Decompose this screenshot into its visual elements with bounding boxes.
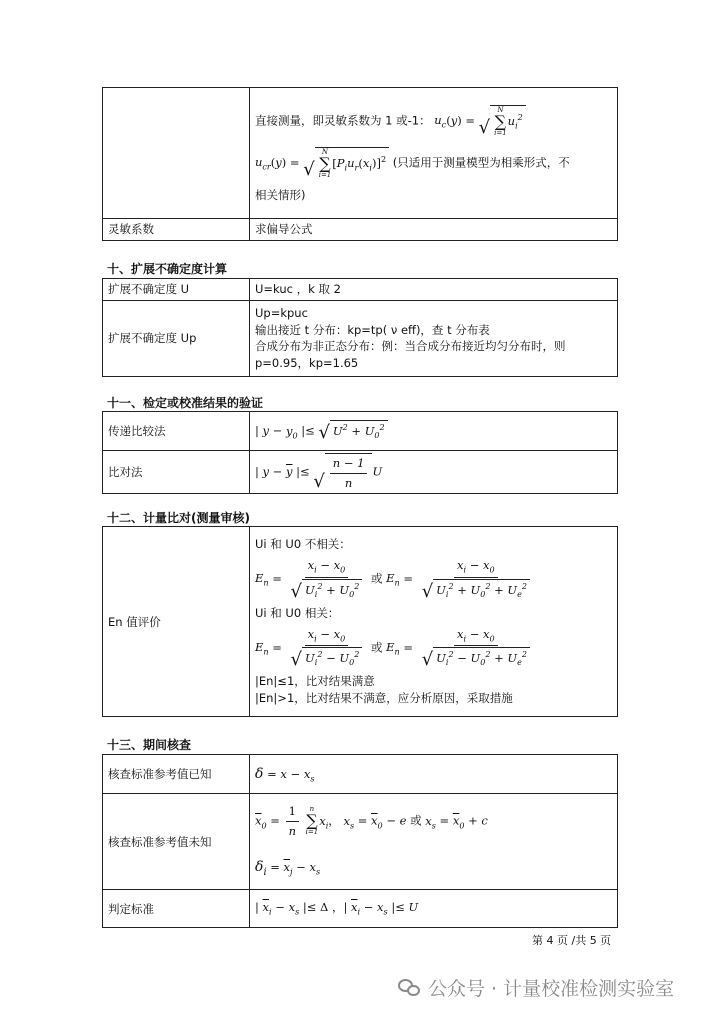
up-t-distribution: 输出接近 t 分布：kp=tp( ν eff)，查 t 分布表 [255,322,490,337]
section-title-intermediate-check: 十三、期间核查 [107,738,192,752]
en-value-label: En 值评价 [103,527,250,717]
mean-formula: $\overline{x}_0$ = $\frac{1}{n}$ n ∑ i=1 $x_i$， $x_s = \overline{x}_0 - e$ 或 $x_s = \overline{x}_0 + c$ [255,803,488,838]
correlated-heading: Ui 和 U0 相关： [255,605,340,620]
or-text: 或 [410,813,422,828]
direct-measurement-line: 直接测量，即灵敏系数为 1 或-1： $u_c(y)$ = √ N ∑ i=1 $u_i^2$ [255,105,612,137]
expanded-u-label: 扩展不确定度 U [103,279,250,301]
relative-note-text: (只适用于测量模型为相乘形式，不 [392,155,570,170]
intermediate-check-table [102,754,618,928]
deviation-formula: $\delta_i = \overline{x}_j - x_s$ [255,859,321,878]
en-uncorrelated-formula: $E_n$ = $x_i - x_0$ √ $U_i^2 + U_0^2$ 或 $E_n$ = $x_i - x_0$ √ $U_i^2 + U_0^2 + U_e^2$ [255,557,612,601]
relative-uncertainty-line: $u_{cr}(y)$ = √ N ∑ i=1 $[P_iu_r(x_i)]^2$ (只适用于测量模型为相乘形式，不 [255,147,570,180]
watermark-text: 公众号 · 计量校准检测实验室 [428,978,675,1000]
en-correlated-formula: $E_n$ = $x_i - x_0$ √ $U_i^2 - U_0^2$ 或 $E_n$ = $x_i - x_0$ √ $U_i^2 - U_0^2 + U_e^2$ [255,626,612,670]
expanded-u-value: U=kuc ，k 取 2 [250,279,618,301]
watermark [398,974,674,1001]
up-non-normal: 合成分布为非正态分布：例：当合成分布接近均匀分布时，则 [255,339,566,354]
or-text: 或 [370,639,383,654]
verification-table [102,411,618,494]
comparison-method-formula: | $y - \overline{y}$ |≤ √ $\frac{n - 1}{n}$ U [250,451,618,494]
expanded-up-value [250,300,618,376]
section-title-verification: 十一、检定或校准结果的验证 [107,396,264,410]
criterion-formula: | $\overline{x}_i - x_s$ |≤ Δ ，| $\overline{x}_i - x_s$ |≤ U [250,890,618,928]
uncorrelated-heading: Ui 和 U0 不相关： [255,537,351,552]
section-title-comparison: 十二、计量比对(测量审核) [107,511,250,525]
sensitivity-value: 求偏导公式 [250,219,618,241]
combined-uncertainty-cell [250,88,618,219]
page-number: 第 4 页 /共 5 页 [532,934,612,947]
en-value-table [102,526,618,717]
sensitivity-label: 灵敏系数 [103,219,250,241]
reference-unknown-label: 核查标准参考值未知 [103,794,250,890]
relative-note-continued: 相关情形) [255,187,306,202]
up-example-value: p=0.95，kp=1.65 [255,355,359,370]
transfer-comparison-label: 传递比较法 [103,412,250,451]
up-formula: Up=kpuc [255,305,308,320]
transfer-comparison-formula: | $y - y_0$ |≤ √ $U^2 + U_0^2$ [250,412,618,451]
wechat-icon [398,978,422,998]
comparison-method-label: 比对法 [103,451,250,494]
empty-cell [103,88,250,219]
direct-measurement-text: 直接测量，即灵敏系数为 1 或-1： [255,113,431,128]
en-value-content [250,527,618,717]
en-unsatisfied-criterion: |En|>1，比对结果不满意，应分析原因，采取措施 [255,690,513,705]
section-title-expanded-uncertainty: 十、扩展不确定度计算 [107,262,228,276]
expanded-up-label: 扩展不确定度 Up [103,300,250,376]
expanded-uncertainty-table [102,278,618,377]
or-text: 或 [370,571,383,586]
reference-known-formula: $\delta = x - x_s$ [250,755,618,794]
criterion-label: 判定标准 [103,890,250,928]
reference-unknown-formulas [250,794,618,890]
sensitivity-table [102,87,618,241]
reference-known-label: 核查标准参考值已知 [103,755,250,794]
en-satisfied-criterion: |En|≤1，比对结果满意 [255,674,375,689]
